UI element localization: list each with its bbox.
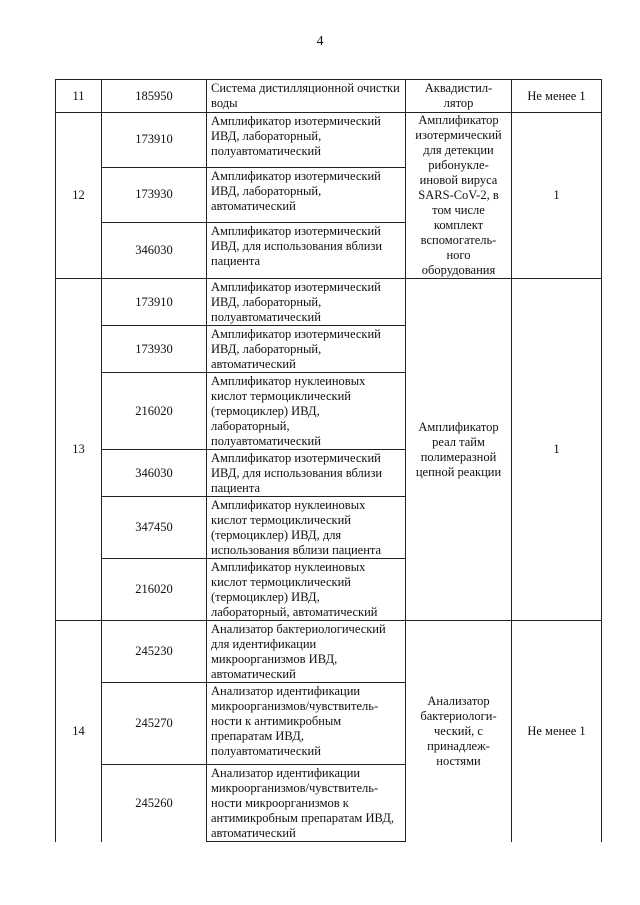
item-name: Амплификатор нуклеиновых кислот термоциклический (термоциклер) ИВД, для использования вблизи пациента [207, 497, 406, 559]
item-code: 216020 [102, 373, 207, 450]
table-row [56, 113, 602, 168]
item-code: 173930 [102, 167, 207, 222]
row-number: 11 [56, 80, 102, 113]
equipment-type: Амплификатор изотермический для детекции рибонукле-иновой вируса SARS-CoV-2, в том числе комплект вспомогатель-ного оборудования [406, 113, 512, 279]
quantity: Не менее 1 [512, 621, 602, 842]
row-number: 14 [56, 621, 102, 842]
quantity: 1 [512, 279, 602, 621]
equipment-type: Амплификатор реал тайм полимеразной цепной реакции [406, 279, 512, 621]
item-name: Анализатор бактериологический для идентификации микроорганизмов ИВД, автоматический [207, 621, 406, 683]
item-name: Амплификатор изотермический ИВД, для использования вблизи пациента [207, 222, 406, 278]
page-number: 4 [316, 34, 324, 49]
item-name: Амплификатор изотермический ИВД, лабораторный, автоматический [207, 167, 406, 222]
item-name: Система дистилляционной очистки воды [207, 80, 406, 113]
row-number: 12 [56, 113, 102, 279]
item-name: Анализатор идентификации микроорганизмов/чувствитель-ности микроорганизмов к антимикробным препаратам ИВД, автоматический [207, 765, 406, 842]
quantity: Не менее 1 [512, 80, 602, 113]
table-row [56, 80, 602, 113]
item-code: 185950 [102, 80, 207, 113]
item-name: Амплификатор нуклеиновых кислот термоциклический (термоциклер) ИВД, лабораторный, автоматический [207, 559, 406, 621]
row-number: 13 [56, 279, 102, 621]
item-code: 245230 [102, 621, 207, 683]
item-name: Амплификатор изотермический ИВД, лабораторный, автоматический [207, 326, 406, 373]
item-code: 173910 [102, 113, 207, 168]
item-code: 347450 [102, 497, 207, 559]
item-name: Анализатор идентификации микроорганизмов/чувствитель-ности к антимикробным препаратам ИВД, полуавтоматический [207, 683, 406, 765]
item-code: 216020 [102, 559, 207, 621]
item-name: Амплификатор изотермический ИВД, лабораторный, полуавтоматический [207, 113, 406, 168]
item-name: Амплификатор нуклеиновых кислот термоциклический (термоциклер) ИВД, лабораторный, полуавтоматический [207, 373, 406, 450]
equipment-type: Анализатор бактериологи-ческий, с принадлеж-ностями [406, 621, 512, 842]
item-code: 173910 [102, 279, 207, 326]
table-row [56, 621, 602, 683]
item-code: 245270 [102, 683, 207, 765]
item-code: 245260 [102, 765, 207, 842]
item-name: Амплификатор изотермический ИВД, для использования вблизи пациента [207, 450, 406, 497]
item-name: Амплификатор изотермический ИВД, лабораторный, полуавтоматический [207, 279, 406, 326]
item-code: 173930 [102, 326, 207, 373]
quantity: 1 [512, 113, 602, 279]
item-code: 346030 [102, 222, 207, 278]
equipment-type: Аквадистил-лятор [406, 80, 512, 113]
equipment-table [55, 79, 602, 842]
item-code: 346030 [102, 450, 207, 497]
table-row [56, 279, 602, 326]
